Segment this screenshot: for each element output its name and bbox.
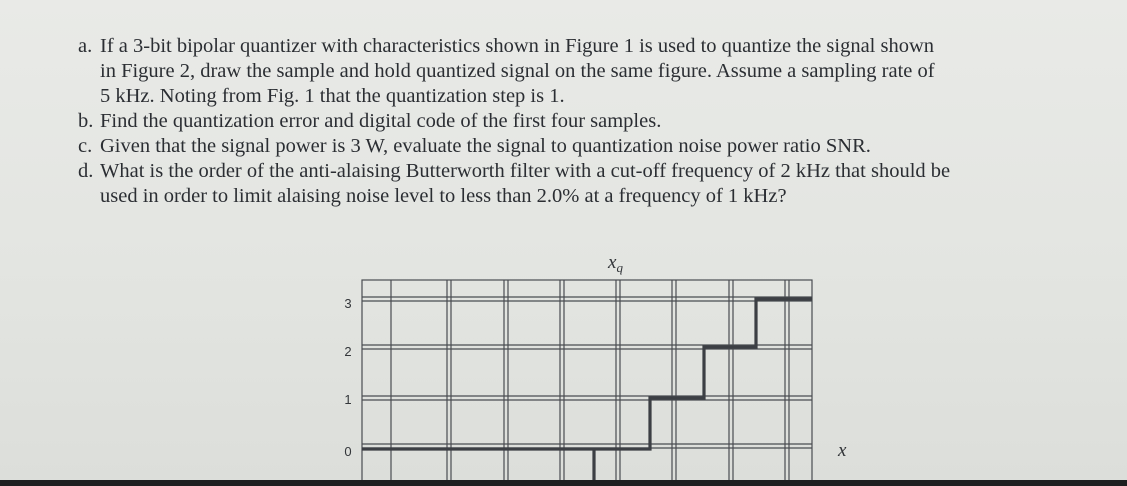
question-b-line-1: Find the quantization error and digital code of the first four samples. <box>100 110 662 132</box>
y-tick-label: 2 <box>344 344 352 359</box>
grid <box>362 280 812 486</box>
y-tick-label: 1 <box>344 392 352 407</box>
question-c-line-1: Given that the signal power is 3 W, evaluate the signal to quantization noise power ratio SNR. <box>100 135 871 157</box>
question-d-label: d. <box>78 160 94 182</box>
quantizer-staircase <box>362 299 812 486</box>
y-tick-label: 0 <box>344 444 352 459</box>
question-c-label: c. <box>78 135 93 157</box>
input-axis-label: x <box>838 440 847 461</box>
question-a-line-3: 5 kHz. Noting from Fig. 1 that the quantization step is 1. <box>100 85 565 107</box>
grid-frame <box>362 280 812 486</box>
output-axis-label: $x_q$ <box>608 252 623 275</box>
question-d-line-2: used in order to limit alaising noise level to less than 2.0% at a frequency of 1 kHz? <box>100 185 787 207</box>
y-tick-label: 3 <box>344 296 352 311</box>
question-d-line-1: What is the order of the anti-alaising Butterworth filter with a cut-off frequency of 2 kHz that should be <box>100 160 951 182</box>
question-a-line-1: If a 3-bit bipolar quantizer with characteristics shown in Figure 1 is used to quantize the signal shown <box>100 35 935 57</box>
output-axis-subscript: q <box>616 260 623 275</box>
page-edge-shadow <box>0 480 1127 486</box>
question-a-label: a. <box>78 35 93 57</box>
question-b-label: b. <box>78 110 94 132</box>
question-a-line-2: in Figure 2, draw the sample and hold quantized signal on the same figure. Assume a sampling rate of <box>100 60 935 82</box>
